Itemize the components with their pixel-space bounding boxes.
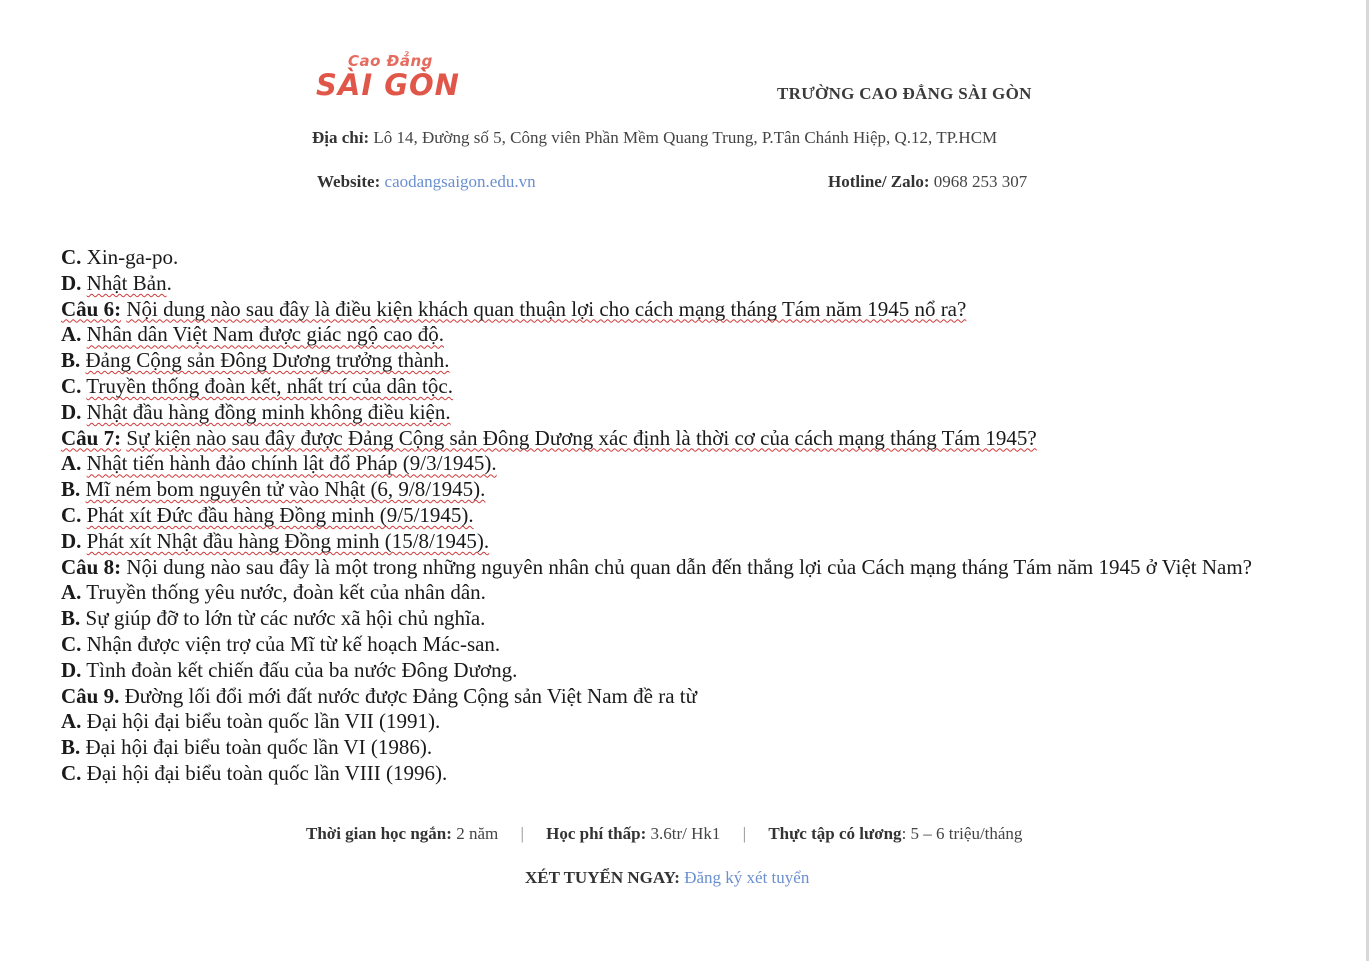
address-value: Lô 14, Đường số 5, Công viên Phần Mềm Quang Trung, P.Tân Chánh Hiệp, Q.12, TP.HCM (369, 128, 998, 147)
separator: | (742, 824, 747, 843)
q9-option-b: B. Đại hội đại biểu toàn quốc lần VI (1986). (61, 735, 433, 760)
hotline-value: 0968 253 307 (929, 172, 1028, 191)
q6-option-d: D. Nhật đầu hàng đồng minh không điều kiện. (61, 399, 451, 424)
q8-option-d: D. Tình đoàn kết chiến đấu của ba nước Đông Dương. (61, 657, 518, 682)
hotline-label: Hotline/ Zalo: (828, 172, 930, 191)
q6-option-c: C. Truyền thống đoàn kết, nhất trí của dân tộc. (61, 373, 453, 398)
logo-top-text: Cao Đẳng (348, 52, 433, 70)
q8-option-c: C. Nhận được viện trợ của Mĩ từ kế hoạch Mác-san. (61, 631, 501, 656)
q6-option-b: B. Đảng Cộng sản Đông Dương trưởng thành. (61, 348, 450, 373)
q7-option-a: A. Nhật tiến hành đảo chính lật đổ Pháp (9/3/1945). (61, 451, 497, 476)
question-6: Câu 6: Nội dung nào sau đây là điều kiện khách quan thuận lợi cho cách mạng tháng Tám năm 1945 nổ ra? (61, 296, 967, 321)
question-9: Câu 9. Đường lối đổi mới đất nước được Đảng Cộng sản Việt Nam đề ra từ (61, 683, 697, 708)
question-8: Câu 8: Nội dung nào sau đây là một trong những nguyên nhân chủ quan dẫn đến thắng lợi của Cách mạng tháng Tám năm 1945 ở Việt Nam? (61, 554, 1252, 579)
admission-label: XÉT TUYỂN NGAY: (525, 868, 680, 887)
question-content (61, 245, 1299, 787)
q7-option-d: D. Phát xít Nhật đầu hàng Đồng minh (15/8/1945). (61, 528, 490, 553)
separator: | (520, 824, 524, 843)
website-label: Website: (317, 172, 381, 191)
intern-label: Thực tập có lương (768, 824, 902, 843)
prev-option-c: C. Xin-ga-po. (61, 245, 179, 269)
register-link[interactable]: Đăng ký xét tuyển (684, 868, 810, 887)
fee-label: Học phí thấp: (546, 824, 647, 843)
duration-value: 2 năm (451, 824, 499, 843)
website-line (317, 172, 536, 192)
address-label: Địa chỉ: (312, 128, 370, 147)
q8-option-b: B. Sự giúp đỡ to lớn từ các nước xã hội chủ nghĩa. (61, 606, 486, 631)
q9-option-a: A. Đại hội đại biểu toàn quốc lần VII (1991). (61, 709, 441, 734)
question-7: Câu 7: Sự kiện nào sau đây được Đảng Cộng sản Đông Dương xác định là thời cơ của cách mạng tháng Tám 1945? (61, 425, 1037, 450)
duration-label: Thời gian học ngắn: (306, 824, 452, 843)
q7-option-c: C. Phát xít Đức đầu hàng Đồng minh (9/5/1945). (61, 502, 474, 527)
website-link[interactable]: caodangsaigon.edu.vn (384, 172, 536, 191)
school-logo (316, 50, 466, 106)
q7-option-b: B. Mĩ ném bom nguyên tử vào Nhật (6, 9/8/1945). (61, 477, 486, 502)
hotline-line (828, 172, 1027, 192)
q9-option-c: C. Đại hội đại biểu toàn quốc lần VIII (1996). (61, 760, 448, 785)
fee-value: 3.6tr/ Hk1 (646, 824, 721, 843)
admission-line (525, 868, 809, 888)
intern-value: : 5 – 6 triệu/tháng (901, 824, 1023, 843)
school-name: TRƯỜNG CAO ĐẲNG SÀI GÒN (777, 84, 1032, 103)
address-line (312, 128, 997, 148)
footer-info (306, 824, 1022, 844)
logo-main-text: SÀI GÒN (316, 68, 460, 102)
q8-option-a: A. Truyền thống yêu nước, đoàn kết của nhân dân. (61, 580, 486, 605)
q6-option-a: A. Nhân dân Việt Nam được giác ngộ cao độ. (61, 322, 444, 347)
prev-option-d: D. Nhật Bản. (61, 270, 172, 295)
